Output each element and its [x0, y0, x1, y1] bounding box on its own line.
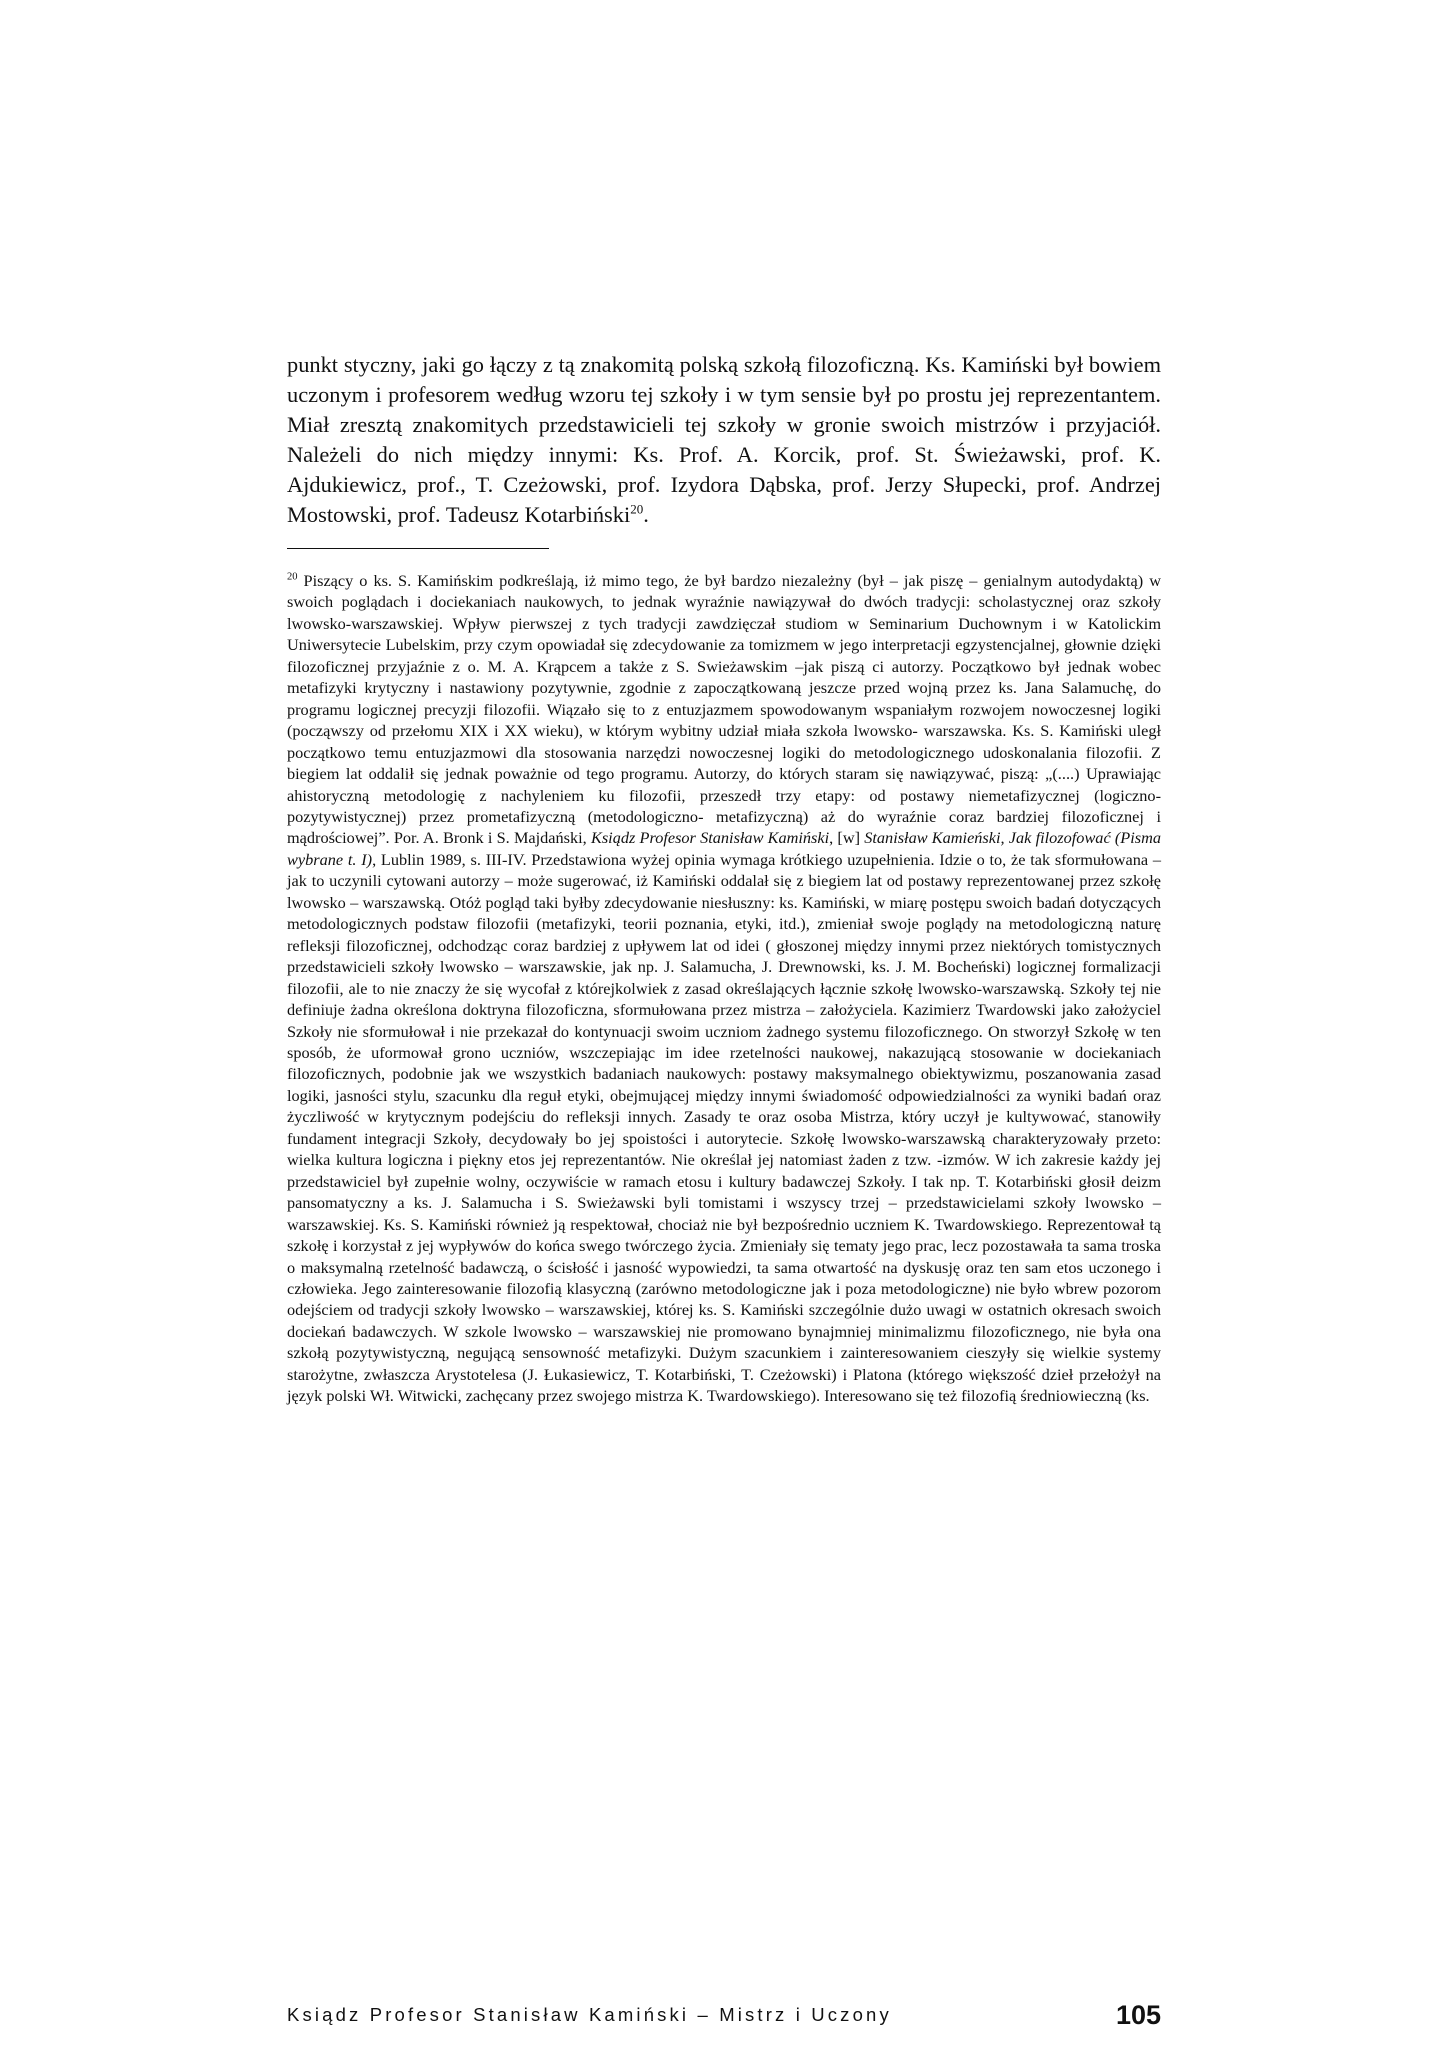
- main-paragraph: [287, 350, 1161, 530]
- footnote-reference-20[interactable]: 20: [630, 501, 644, 517]
- footnote-20: [287, 570, 1161, 1407]
- main-paragraph-text: punkt styczny, jaki go łączy z tą znakomitą polską szkołą filozoficzną. Ks. Kamiński był bowiem uczonym i profesorem według wzoru tej szkoły i w tym sensie był po prostu jej reprezentantem. Miał zresztą znakomitych przedstawicieli tej szkoły w gronie swoich mistrzów i przyjaciół. Należeli do nich między innymi: Ks. Prof. A. Korcik, prof. St. Świeżawski, prof. K. Ajdukiewicz, prof., T. Czeżowski, prof. Izydora Dąbska, prof. Jerzy Słupecki, prof. Andrzej Mostowski, prof. Tadeusz Kotarbiński: [287, 352, 1161, 527]
- footnote-text-part-1: Piszący o ks. S. Kamińskim podkreślają, iż mimo tego, że był bardzo niezależny (był – jak piszę – genialnym autodydaktą) w swoich poglądach i dociekaniach naukowych, to jednak wyraźnie nawiązywał do dwóch tradycji: scholastycznej oraz szkoły lwowsko-warszawskiej. Wpływ pierwszej z tych tradycji zawdzięczał studiom w Seminarium Duchownym i w Katolickim Uniwersytecie Lubelskim, przy czym opowiadał się zdecydowanie za tomizmem w jego interpretacji egzystencjalnej, głownie dzięki filozoficznej przyjaźnie z o. M. A. Krąpcem a także z S. Swieżawskim –jak piszą ci autorzy. Początkowo był jednak wobec metafizyki krytyczny i nastawiony pozytywnie, zgodnie z zapoczątkowaną jeszcze przed wojną przez ks. Jana Salamuchę, do programu logicznej precyzji filozofii. Wiązało się to z entuzjazmem spowodowanym wspaniałym rozwojem nowoczesnej logiki (począwszy od przełomu XIX i XX wieku), w którym wybitny udział miała szkoła lwowsko- warszawska. Ks. S. Kamiński uległ początkowo temu entuzjazmowi dla stosowania narzędzi nowoczesnej logiki do metodologicznego udoskonalania filozofii. Z biegiem lat oddalił się jednak poważnie od tego programu. Autorzy, do których staram się nawiązywać, piszą: „(....) Uprawiając ahistoryczną metodologię z nachyleniem ku filozofii, przeszedł trzy etapy: od postawy niemetafizycznej (logiczno- pozytywistycznej) przez prometafizyczną (metodologiczno- metafizyczną) aż do wyraźnie coraz bardziej filozoficznej i mądrościowej”. Por. A. Bronk i S. Majdański,: [287, 571, 1161, 848]
- footnote-number: 20: [287, 571, 298, 583]
- page-body: [287, 350, 1161, 1407]
- main-paragraph-end: .: [643, 502, 649, 527]
- footnote-text-part-3: , Lublin 1989, s. III-IV. Przedstawiona wyżej opinia wymaga krótkiego uzupełnienia. Idzie o to, że tak sformułowana – jak to uczynili cytowani autorzy – może sugerować, iż Kamiński oddalał się z biegiem lat od postawy reprezentowanej przez szkołę lwowsko – warszawską. Otóż pogląd taki byłby zdecydowanie niesłuszny: ks. Kamiński, w miarę postępu swoich badań dotyczących metodologicznych podstaw filozofii (metafizyki, teorii poznania, etyki, itd.), zmieniał swoje poglądy na metodologiczną naturę refleksji filozoficznej, odchodząc coraz bardziej z upływem lat od idei ( głoszonej między innymi przez niektórych tomistycznych przedstawicieli szkoły lwowsko – warszawskie, jak np. J. Salamucha, J. Drewnowski, ks. J. M. Bocheński) logicznej formalizacji filozofii, ale to nie znaczy że się wycofał z którejkolwiek z zasad określających łącznie szkołę lwowsko-warszawską. Szkoły tej nie definiuje żadna określona doktryna filozoficzna, sformułowana przez mistrza – założyciela. Kazimierz Twardowski jako założyciel Szkoły nie sformułował i nie przekazał do kontynuacji swoim uczniom żadnego systemu filozoficznego. On stworzył Szkołę w ten sposób, że uformował grono uczniów, wszczepiając im idee rzetelności naukowej, nakazującą stosowanie w dociekaniach filozoficznych, podobnie jak we wszystkich badaniach naukowych: postawy maksymalnego obiektywizmu, poszanowania zasad logiki, jasności stylu, szacunku dla reguł etyki, obejmującej między innymi świadomość odpowiedzialności za wyniki badań oraz życzliwość w krytycznym podejściu do refleksji innych. Zasady te oraz osoba Mistrza, który uczył je kultywować, stanowiły fundament integracji Szkoły, decydowały bo jej spoistości i autorytecie. Szkołę lwowsko-warszawską charakteryzowały przeto: wielka kultura logiczna i piękny etos jej reprezentantów. Nie określał jej natomiast żaden z tzw. -izmów. W ich zakresie każdy jej przedstawiciel był zupełnie wolny, oczywiście w ramach etosu i kultury badawczej Szkoły. I tak np. T. Kotarbiński głosił deizm pansomatyczny a ks. J. Salamucha i S. Swieżawski byli tomistami i wszyscy trzej – przedstawicielami szkoły lwowsko – warszawskiej. Ks. S. Kamiński również ją respektował, chociaż nie był bezpośrednio uczniem K. Twardowskiego. Reprezentował tą szkołę i korzystał z jej wypływów do końca swego twórczego życia. Zmieniały się tematy jego prac, lecz pozostawała ta sama troska o maksymalną rzetelność badawczą, o ścisłość i jasność wypowiedzi, ta sama otwartość na dyskusję oraz ten sam etos uczonego i człowieka. Jego zainteresowanie filozofią klasyczną (zarówno metodologiczne jak i poza metodologiczne) nie było wbrew pozorom odejściem od tradycji szkoły lwowsko – warszawskiej, której ks. S. Kamiński szczególnie dużo uwagi w ostatnich okresach swoich dociekań badawczych. W szkole lwowsko – warszawskiej nie promowano bynajmniej minimalizmu filozoficznego, nie była ona szkołą pozytywistyczną, negującą sensowność metafizyki. Dużym szacunkiem i zainteresowaniem cieszyły się wielkie systemy starożytne, zwłaszcza Arystotelesa (J. Łukasiewicz, T. Kotarbiński, T. Czeżowski) i Platona (którego większość dzieł przełożył na język polski Wł. Witwicki, zachęcany przez swojego mistrza K. Twardowskiego). Interesowano się też filozofią średniowieczną (ks.: [287, 849, 1161, 1406]
- footnote-text-part-2: , [w]: [829, 828, 865, 848]
- running-title: Ksiądz Profesor Stanisław Kamiński – Mistrz i Uczony: [287, 2004, 892, 2025]
- footnote-cited-title-2: Stanisław Kamieński, Jak filozofować (Pisma wybrane t. I): [287, 828, 1162, 869]
- footnote-separator: [287, 548, 549, 549]
- page-footer: [287, 2000, 1161, 2040]
- footnote-cited-title-1: Ksiądz Profesor Stanisław Kamiński: [590, 828, 830, 848]
- page-number: 105: [1115, 2000, 1161, 2030]
